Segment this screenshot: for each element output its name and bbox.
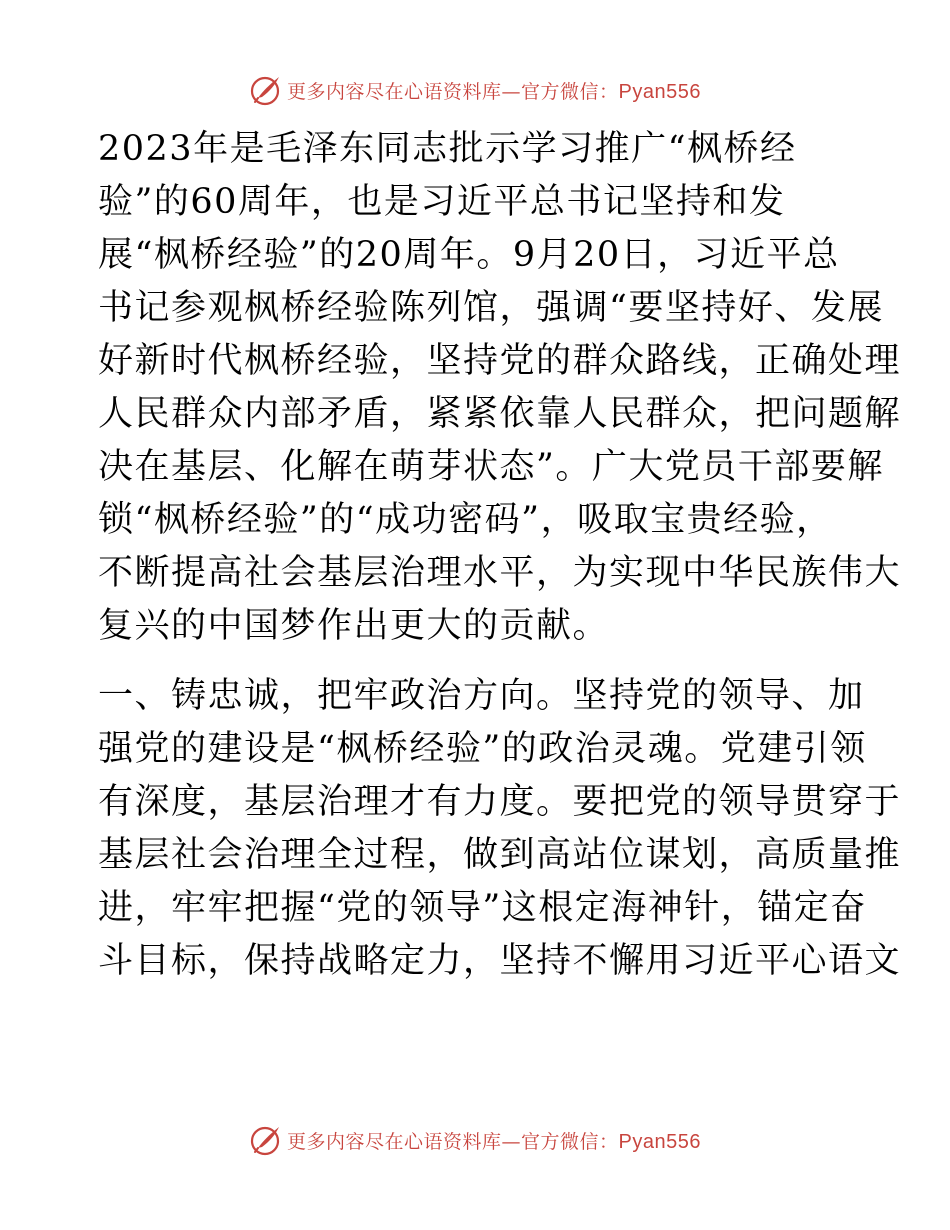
text-line: 展“枫桥经验”的20周年。9月20日，习近平总 (98, 235, 840, 275)
paragraph-intro (98, 123, 902, 653)
text-line: 基层社会治理全过程，做到高站位谋划，高质量推 (98, 835, 902, 875)
text-line: 复兴的中国梦作出更大的贡献。 (98, 606, 610, 646)
footer-banner (0, 1120, 950, 1160)
header-banner (0, 70, 950, 110)
footer-banner-label: 更多内容尽在心语资料库—官方微信： (287, 1130, 619, 1153)
document-body (98, 123, 902, 988)
text-line: 锁“枫桥经验”的“成功密码”，吸取宝贵经验， (98, 500, 833, 540)
header-banner-text (287, 77, 701, 104)
text-line: 人民群众内部矛盾，紧紧依靠人民群众，把问题解 (98, 394, 902, 434)
text-line: 验”的60周年，也是习近平总书记坚持和发 (98, 182, 786, 222)
paragraph-spacer (98, 653, 850, 670)
text-line: 进，牢牢把握“党的领导”这根定海神针，锚定奋 (98, 888, 867, 928)
footer-wechat-id: Pyan556 (618, 1130, 701, 1153)
footer-banner-text (287, 1127, 701, 1154)
paragraph-section-one (98, 670, 902, 988)
text-line: 好新时代枫桥经验，坚持党的群众路线，正确处理 (98, 341, 902, 381)
text-line: 斗目标，保持战略定力，坚持不懈用习近平心语文 (98, 941, 902, 981)
header-banner-label: 更多内容尽在心语资料库—官方微信： (287, 80, 619, 103)
quill-pen-logo-icon (249, 1123, 283, 1157)
text-line: 2023年是毛泽东同志批示学习推广“枫桥经 (98, 129, 797, 169)
text-line: 不断提高社会基层治理水平，为实现中华民族伟大 (98, 553, 902, 593)
text-line: 一、铸忠诚，把牢政治方向。坚持党的领导、加 (98, 676, 865, 716)
header-wechat-id: Pyan556 (618, 80, 701, 103)
quill-pen-logo-icon (249, 73, 283, 107)
text-line: 有深度，基层治理才有力度。要把党的领导贯穿于 (98, 782, 902, 822)
text-line: 书记参观枫桥经验陈列馆，强调“要坚持好、发展 (98, 288, 884, 328)
text-line: 决在基层、化解在萌芽状态”。广大党员干部要解 (98, 447, 884, 487)
text-line: 强党的建设是“枫桥经验”的政治灵魂。党建引领 (98, 729, 867, 769)
